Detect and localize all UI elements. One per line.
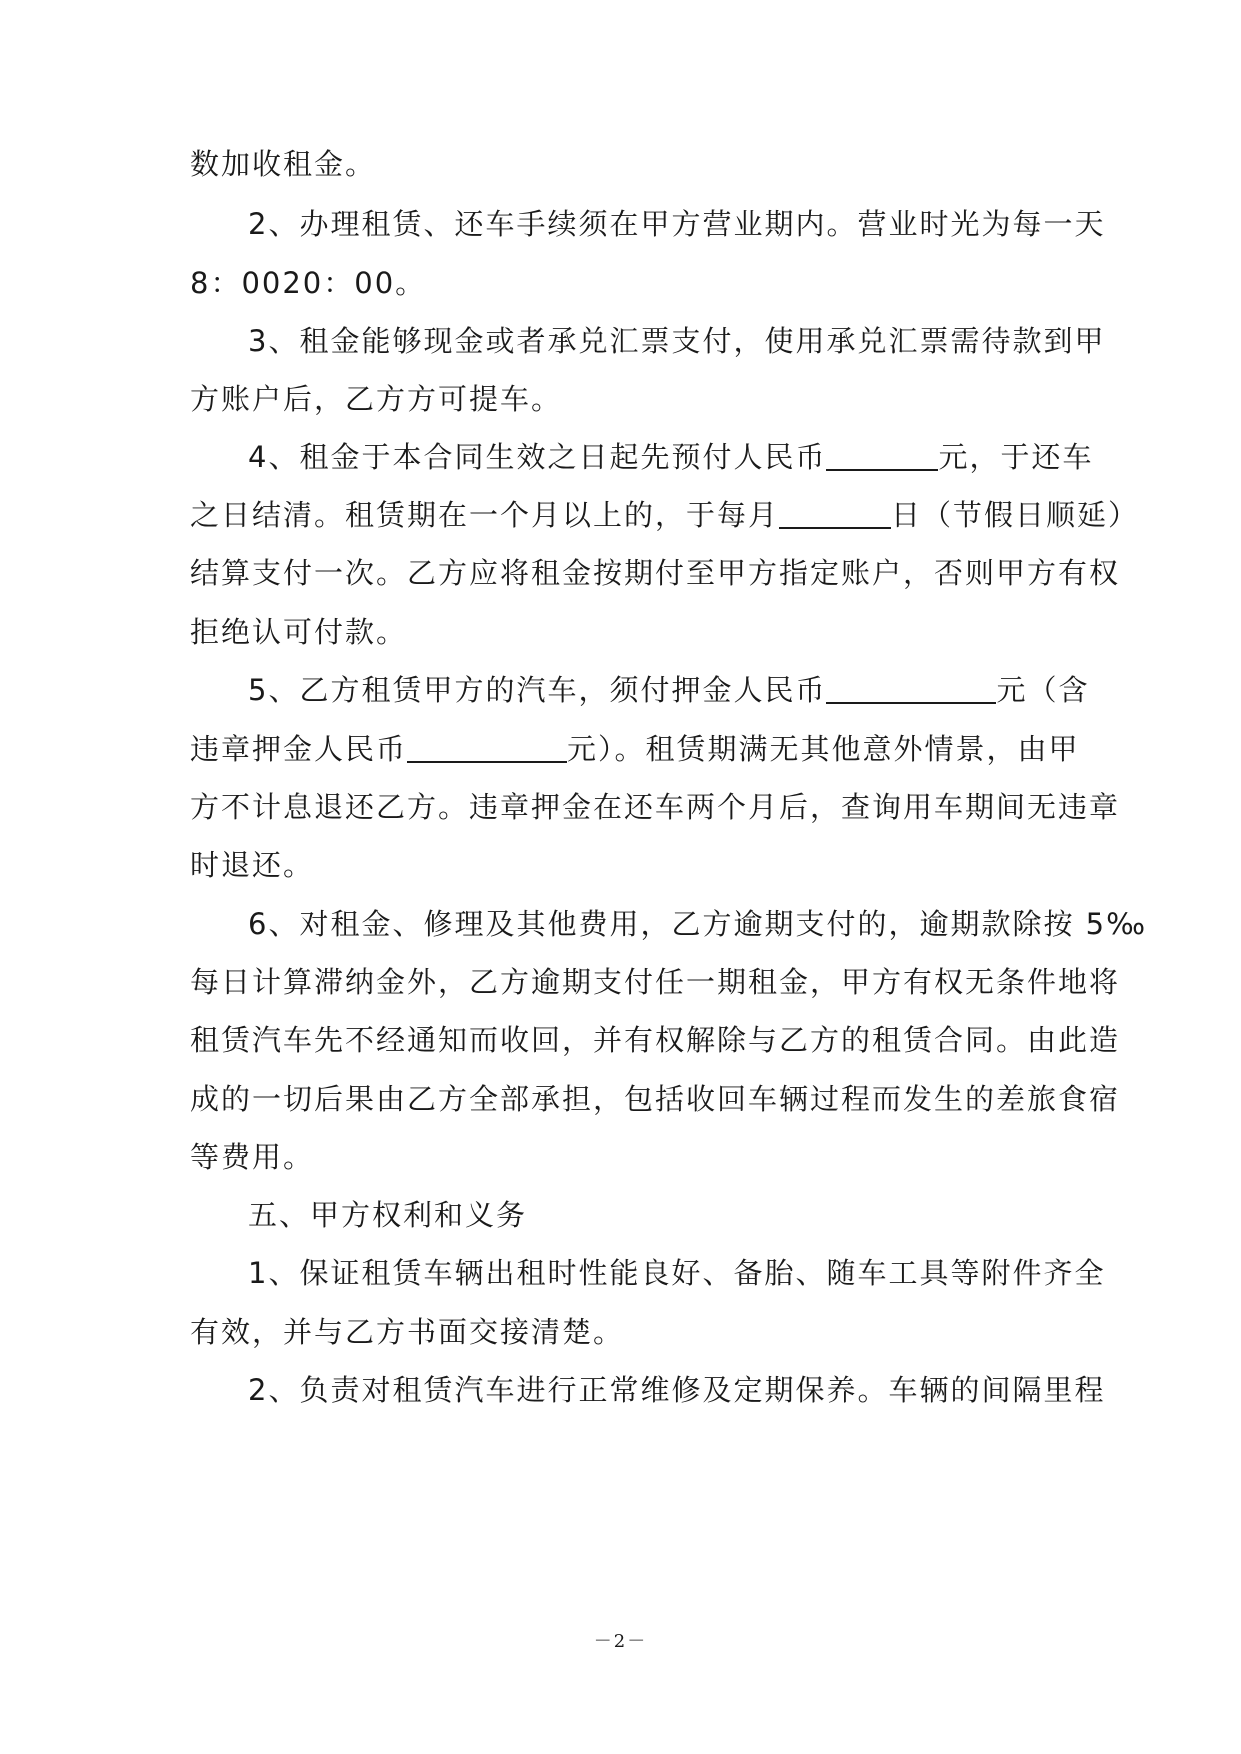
text-line: 方账户后，乙方方可提车。	[190, 382, 563, 416]
text-fragment: 4、租金于本合同生效之日起先预付人民币	[248, 440, 827, 474]
text-fragment: 日（节假日顺延）	[891, 498, 1140, 532]
text-fragment: 元（含	[996, 673, 1090, 707]
text-line: 2、办理租赁、还车手续须在甲方营业期内。营业时光为每一天	[248, 207, 1106, 241]
page-number: －2－	[593, 1631, 648, 1652]
text-line: 1、保证租赁车辆出租时性能良好、备胎、随车工具等附件齐全	[248, 1256, 1106, 1290]
text-line: 有效，并与乙方书面交接清楚。	[190, 1315, 625, 1349]
text-line: 6、对租金、修理及其他费用，乙方逾期支付的，逾期款除按 5‰	[248, 907, 1148, 941]
text-fragment: 元）。租赁期满无其他意外情景，由甲	[567, 732, 1080, 766]
section-heading: 五、甲方权利和义务	[248, 1198, 528, 1232]
text-line	[190, 731, 1080, 767]
text-line: 等费用。	[190, 1140, 315, 1174]
text-line	[248, 672, 1090, 708]
text-line: 结算支付一次。乙方应将租金按期付至甲方指定账户，否则甲方有权	[190, 556, 1121, 590]
text-line: 每日计算滞纳金外，乙方逾期支付任一期租金，甲方有权无条件地将	[190, 965, 1121, 999]
text-line: 拒绝认可付款。	[190, 615, 408, 649]
text-line: 8：0020：00。	[190, 266, 427, 300]
text-line: 成的一切后果由乙方全部承担，包括收回车辆过程而发生的差旅食宿	[190, 1082, 1121, 1116]
text-line: 方不计息退还乙方。违章押金在还车两个月后，查询用车期间无违章	[190, 790, 1121, 824]
text-line	[190, 497, 1140, 533]
text-line: 数加收租金。	[190, 147, 377, 181]
text-fragment: 之日结清。租赁期在一个月以上的，于每月	[190, 498, 780, 532]
fill-in-blank[interactable]	[826, 674, 996, 704]
text-fragment: 元，于还车	[938, 440, 1094, 474]
fill-in-blank[interactable]	[779, 499, 891, 529]
text-fragment: 5、乙方租赁甲方的汽车，须付押金人民币	[248, 673, 827, 707]
text-line: 时退还。	[190, 848, 315, 882]
text-line	[248, 439, 1094, 475]
fill-in-blank[interactable]	[826, 441, 938, 471]
text-line: 3、租金能够现金或者承兑汇票支付，使用承兑汇票需待款到甲	[248, 324, 1106, 358]
fill-in-blank[interactable]	[407, 733, 567, 763]
text-line: 2、负责对租赁汽车进行正常维修及定期保养。车辆的间隔里程	[248, 1373, 1106, 1407]
text-fragment: 违章押金人民币	[190, 732, 408, 766]
text-line: 租赁汽车先不经通知而收回，并有权解除与乙方的租赁合同。由此造	[190, 1023, 1121, 1057]
